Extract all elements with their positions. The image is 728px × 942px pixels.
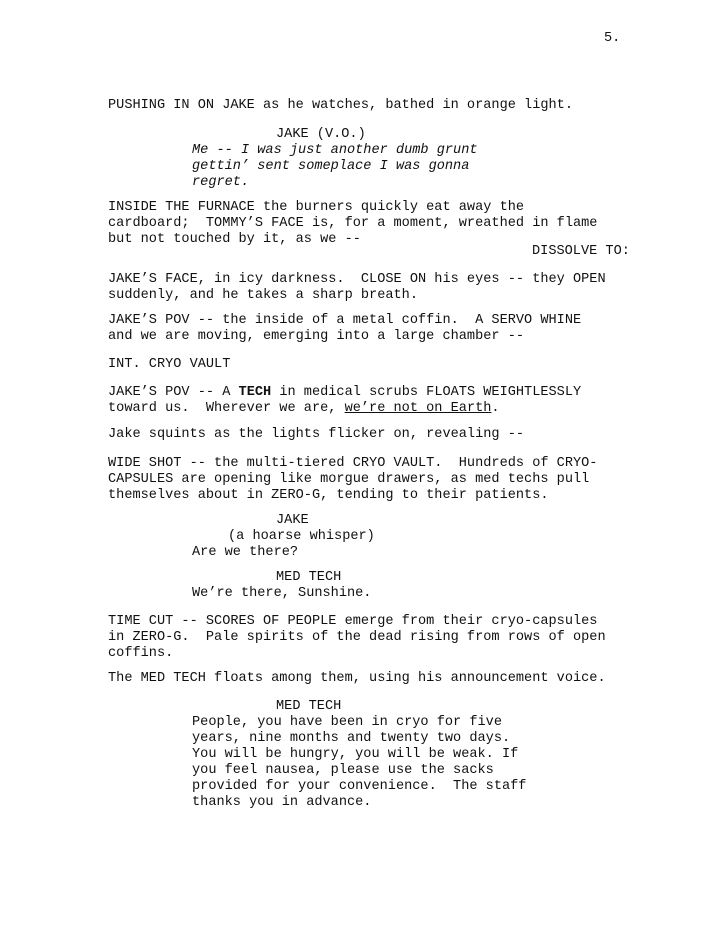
dialogue-line: provided for your convenience. The staff (192, 779, 527, 794)
dialogue-line: You will be hungry, you will be weak. If (192, 747, 519, 762)
dialogue-line: We’re there, Sunshine. (192, 586, 372, 601)
character-name: MED TECH (276, 570, 342, 585)
dialogue-line: you feel nausea, please use the sacks (192, 763, 494, 778)
action-line (108, 400, 500, 418)
dialogue-line: years, nine months and twenty two days. (192, 731, 511, 746)
action-line: CAPSULES are opening like morgue drawers, as med techs pull (108, 472, 590, 487)
action-line: JAKE’S POV -- the inside of a metal coffin. A SERVO WHINE (108, 313, 582, 328)
character-name: MED TECH (276, 699, 342, 714)
dialogue-line: gettin’ sent someplace I was gonna (192, 159, 470, 174)
action-line: but not touched by it, as we -- (108, 232, 361, 247)
action-line: WIDE SHOT -- the multi-tiered CRYO VAULT. Hundreds of CRYO- (108, 456, 598, 471)
action-line: TIME CUT -- SCORES OF PEOPLE emerge from their cryo-capsules (108, 614, 598, 629)
action-line: cardboard; TOMMY’S FACE is, for a moment, wreathed in flame (108, 216, 598, 231)
parenthetical: (a hoarse whisper) (228, 529, 375, 544)
action-line: The MED TECH floats among them, using his announcement voice. (108, 671, 606, 686)
dialogue-line: regret. (192, 175, 250, 190)
action-line: Jake squints as the lights flicker on, revealing -- (108, 427, 525, 442)
dialogue-line: Me -- I was just another dumb grunt (192, 143, 478, 158)
dialogue-line: thanks you in advance. (192, 795, 372, 810)
action-text: toward us. Wherever we are, (108, 401, 345, 416)
action-text: in medical scrubs FLOATS WEIGHTLESSLY (271, 385, 582, 400)
action-text: . (491, 401, 500, 416)
action-line: themselves about in ZERO-G, tending to their patients. (108, 488, 549, 503)
scene-heading: INT. CRYO VAULT (108, 357, 231, 372)
action-text-underlined: we’re not on Earth (344, 401, 492, 416)
action-line: coffins. (108, 646, 174, 661)
action-line: INSIDE THE FURNACE the burners quickly eat away the (108, 200, 525, 215)
action-text-bold: TECH (238, 385, 272, 400)
action-line: suddenly, and he takes a sharp breath. (108, 288, 418, 303)
action-line: PUSHING IN ON JAKE as he watches, bathed in orange light. (108, 98, 573, 113)
transition: DISSOLVE TO: (532, 244, 630, 259)
action-text: JAKE’S POV -- A (108, 385, 239, 400)
character-name: JAKE (276, 513, 309, 528)
page-number: 5. (604, 31, 621, 46)
action-line: JAKE’S FACE, in icy darkness. CLOSE ON his eyes -- they OPEN (108, 272, 606, 287)
dialogue-line: People, you have been in cryo for five (192, 715, 502, 730)
character-name: JAKE (V.O.) (276, 127, 366, 142)
action-line: and we are moving, emerging into a large chamber -- (108, 329, 525, 344)
dialogue-line: Are we there? (192, 545, 299, 560)
action-line: in ZERO-G. Pale spirits of the dead rising from rows of open (108, 630, 606, 645)
